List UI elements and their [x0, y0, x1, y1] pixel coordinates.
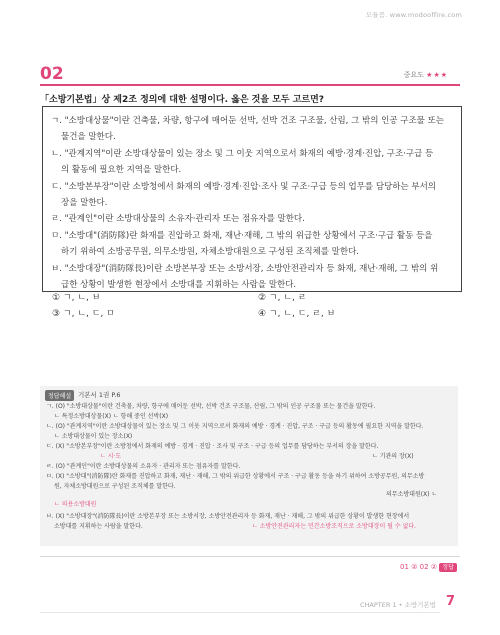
explanation-line: 원, 자체소방대원으로 구성된 조직체를 말한다. — [54, 483, 176, 490]
explanation-line: ㄹ. (O) "관계인"이란 소방대상물의 소유자 · 관리자 또는 점유자를 말한다. — [46, 463, 241, 470]
answer-label: 정답 — [439, 563, 457, 572]
explanation-note: ㄴ 소방대상물이 있는 장소(X) — [54, 433, 133, 440]
statement-box — [42, 106, 462, 292]
explanation-note: ㄴ 의용소방대원 — [54, 501, 97, 508]
statement-line: ㅁ. "소방대"(消防隊)란 화재를 진압하고 화재, 재난·재해, 그 밖의 위급한 상황에서 구조·구급 활동 등을 — [51, 230, 433, 241]
explanation-note: ㄴ 기관의 장(X) — [372, 453, 414, 460]
importance-label: 중요도 — [403, 71, 424, 79]
explanation-ref: 기본서 1권 P.6 — [78, 391, 121, 399]
explanation-line: ㄱ. (O) "소방대상물"이란 건축물, 차량, 항구에 매어둔 선박, 선박 건조 구조물, 산림, 그 밖의 인공 구조물 또는 물건을 말한다. — [46, 403, 376, 410]
statement-line: 의 활동에 필요한 지역을 말한다. — [61, 165, 182, 176]
statement-line: ㄱ. "소방대상물"이란 건축물, 차량, 항구에 매어둔 선박, 선박 건조 구조물, 산림, 그 밖의 인공 구조물 또는 — [51, 116, 445, 126]
page-number: 7 — [446, 594, 456, 609]
statement-line: 하기 위하여 소방공무원, 의무소방원, 자체소방대원으로 구성된 조직체를 말한다. — [61, 247, 359, 258]
statement-line: ㄷ. "소방본부장"이란 소방청에서 화재의 예방·경계·진압·조사 및 구조·구급 등의 업무를 담당하는 부서의 — [51, 181, 437, 192]
site-url: 모듈꼼. www.modooffire.com — [365, 11, 462, 19]
answer-key — [400, 562, 457, 571]
importance-rating — [404, 70, 448, 80]
explanation-note: ㄴ 시·도 — [100, 453, 122, 460]
choice-4[interactable]: ④ ㄱ, ㄴ, ㄷ, ㄹ, ㅂ — [258, 309, 336, 319]
statement-line: 장을 말한다. — [61, 198, 108, 209]
divider — [40, 612, 440, 613]
choice-2[interactable]: ② ㄱ, ㄴ, ㄹ — [258, 293, 307, 303]
star-icon: ★★★ — [426, 71, 448, 79]
question-stem: 「소방기본법」상 제2조 정의에 대한 설명이다. 옳은 것을 모두 고르면? — [40, 95, 325, 105]
statement-line: 급한 상황이 발생한 현장에서 소방대를 지휘하는 사람을 말한다. — [61, 280, 297, 291]
explanation-line: 소방대를 지휘하는 사람을 말한다. — [54, 523, 143, 530]
explanation-line: ㅁ. (X) "소방대"(消防隊)란 화재를 진압하고 화재, 재난 · 재해, 그 밖의 위급한 상황에서 구조 · 구급 활동 등을 하기 위하여 소방공무원, 의무소방 — [46, 473, 425, 480]
choice-3[interactable]: ③ ㄱ, ㄴ, ㄷ, ㅁ — [52, 309, 115, 319]
explanation-line: ㅂ. (X) "소방대장"(消防隊長)이란 소방본부장 또는 소방서장, 소방안전관리자 등 화재, 재난 · 재해, 그 밖의 위급한 상황이 발생한 현장에서 — [46, 513, 410, 520]
chapter-footer: CHAPTER 1 • 소방기본법 — [360, 601, 436, 609]
explanation-note: ㄴ 소방안전관리자는 민간소방조직으로 소방대장이 될 수 없다. — [252, 523, 417, 530]
divider — [40, 84, 460, 86]
statement-line: 물건을 말한다. — [61, 132, 116, 143]
explanation-panel — [40, 386, 458, 546]
explanation-note: ㄴ 특정소방대상물(X) ㄴ 항해 중인 선박(X) — [54, 413, 169, 420]
answer-values: 01 ② 02 ② — [400, 563, 438, 571]
statement-line: ㄴ. "관계지역"이란 소방대상물이 있는 장소 및 그 이웃 지역으로서 화재의 예방·경계·진압, 구조·구급 등 — [51, 148, 434, 159]
statement-line: ㄹ. "관계인"이란 소방대상물의 소유자·관리자 또는 점유자를 말한다. — [51, 214, 305, 225]
divider — [40, 556, 460, 557]
statement-line: ㅂ. "소방대장"(消防隊長)이란 소방본부장 또는 소방서장, 소방안전관리자 등 화재, 재난·재해, 그 밖의 위 — [51, 263, 439, 274]
question-number: 02 — [40, 64, 64, 84]
explanation-line: ㄴ. (O) "관계지역"이란 소방대상물이 있는 장소 및 그 이웃 지역으로서 화재의 예방 · 경계 · 진압, 구조 · 구급 등의 활동에 필요한 지역을 말한다. — [46, 423, 424, 430]
explanation-tag: 정답해설 — [45, 390, 74, 401]
choice-1[interactable]: ① ㄱ, ㄴ, ㅂ — [52, 293, 101, 303]
explanation-note: 의무소방대원(X) ㄴ — [386, 491, 438, 498]
explanation-line: ㄷ. (X) "소방본부장"이란 소방청에서 화재의 예방 · 경계 · 진압 · 조사 및 구조 · 구급 등의 업무를 담당하는 부서의 장을 말한다. — [46, 443, 379, 450]
